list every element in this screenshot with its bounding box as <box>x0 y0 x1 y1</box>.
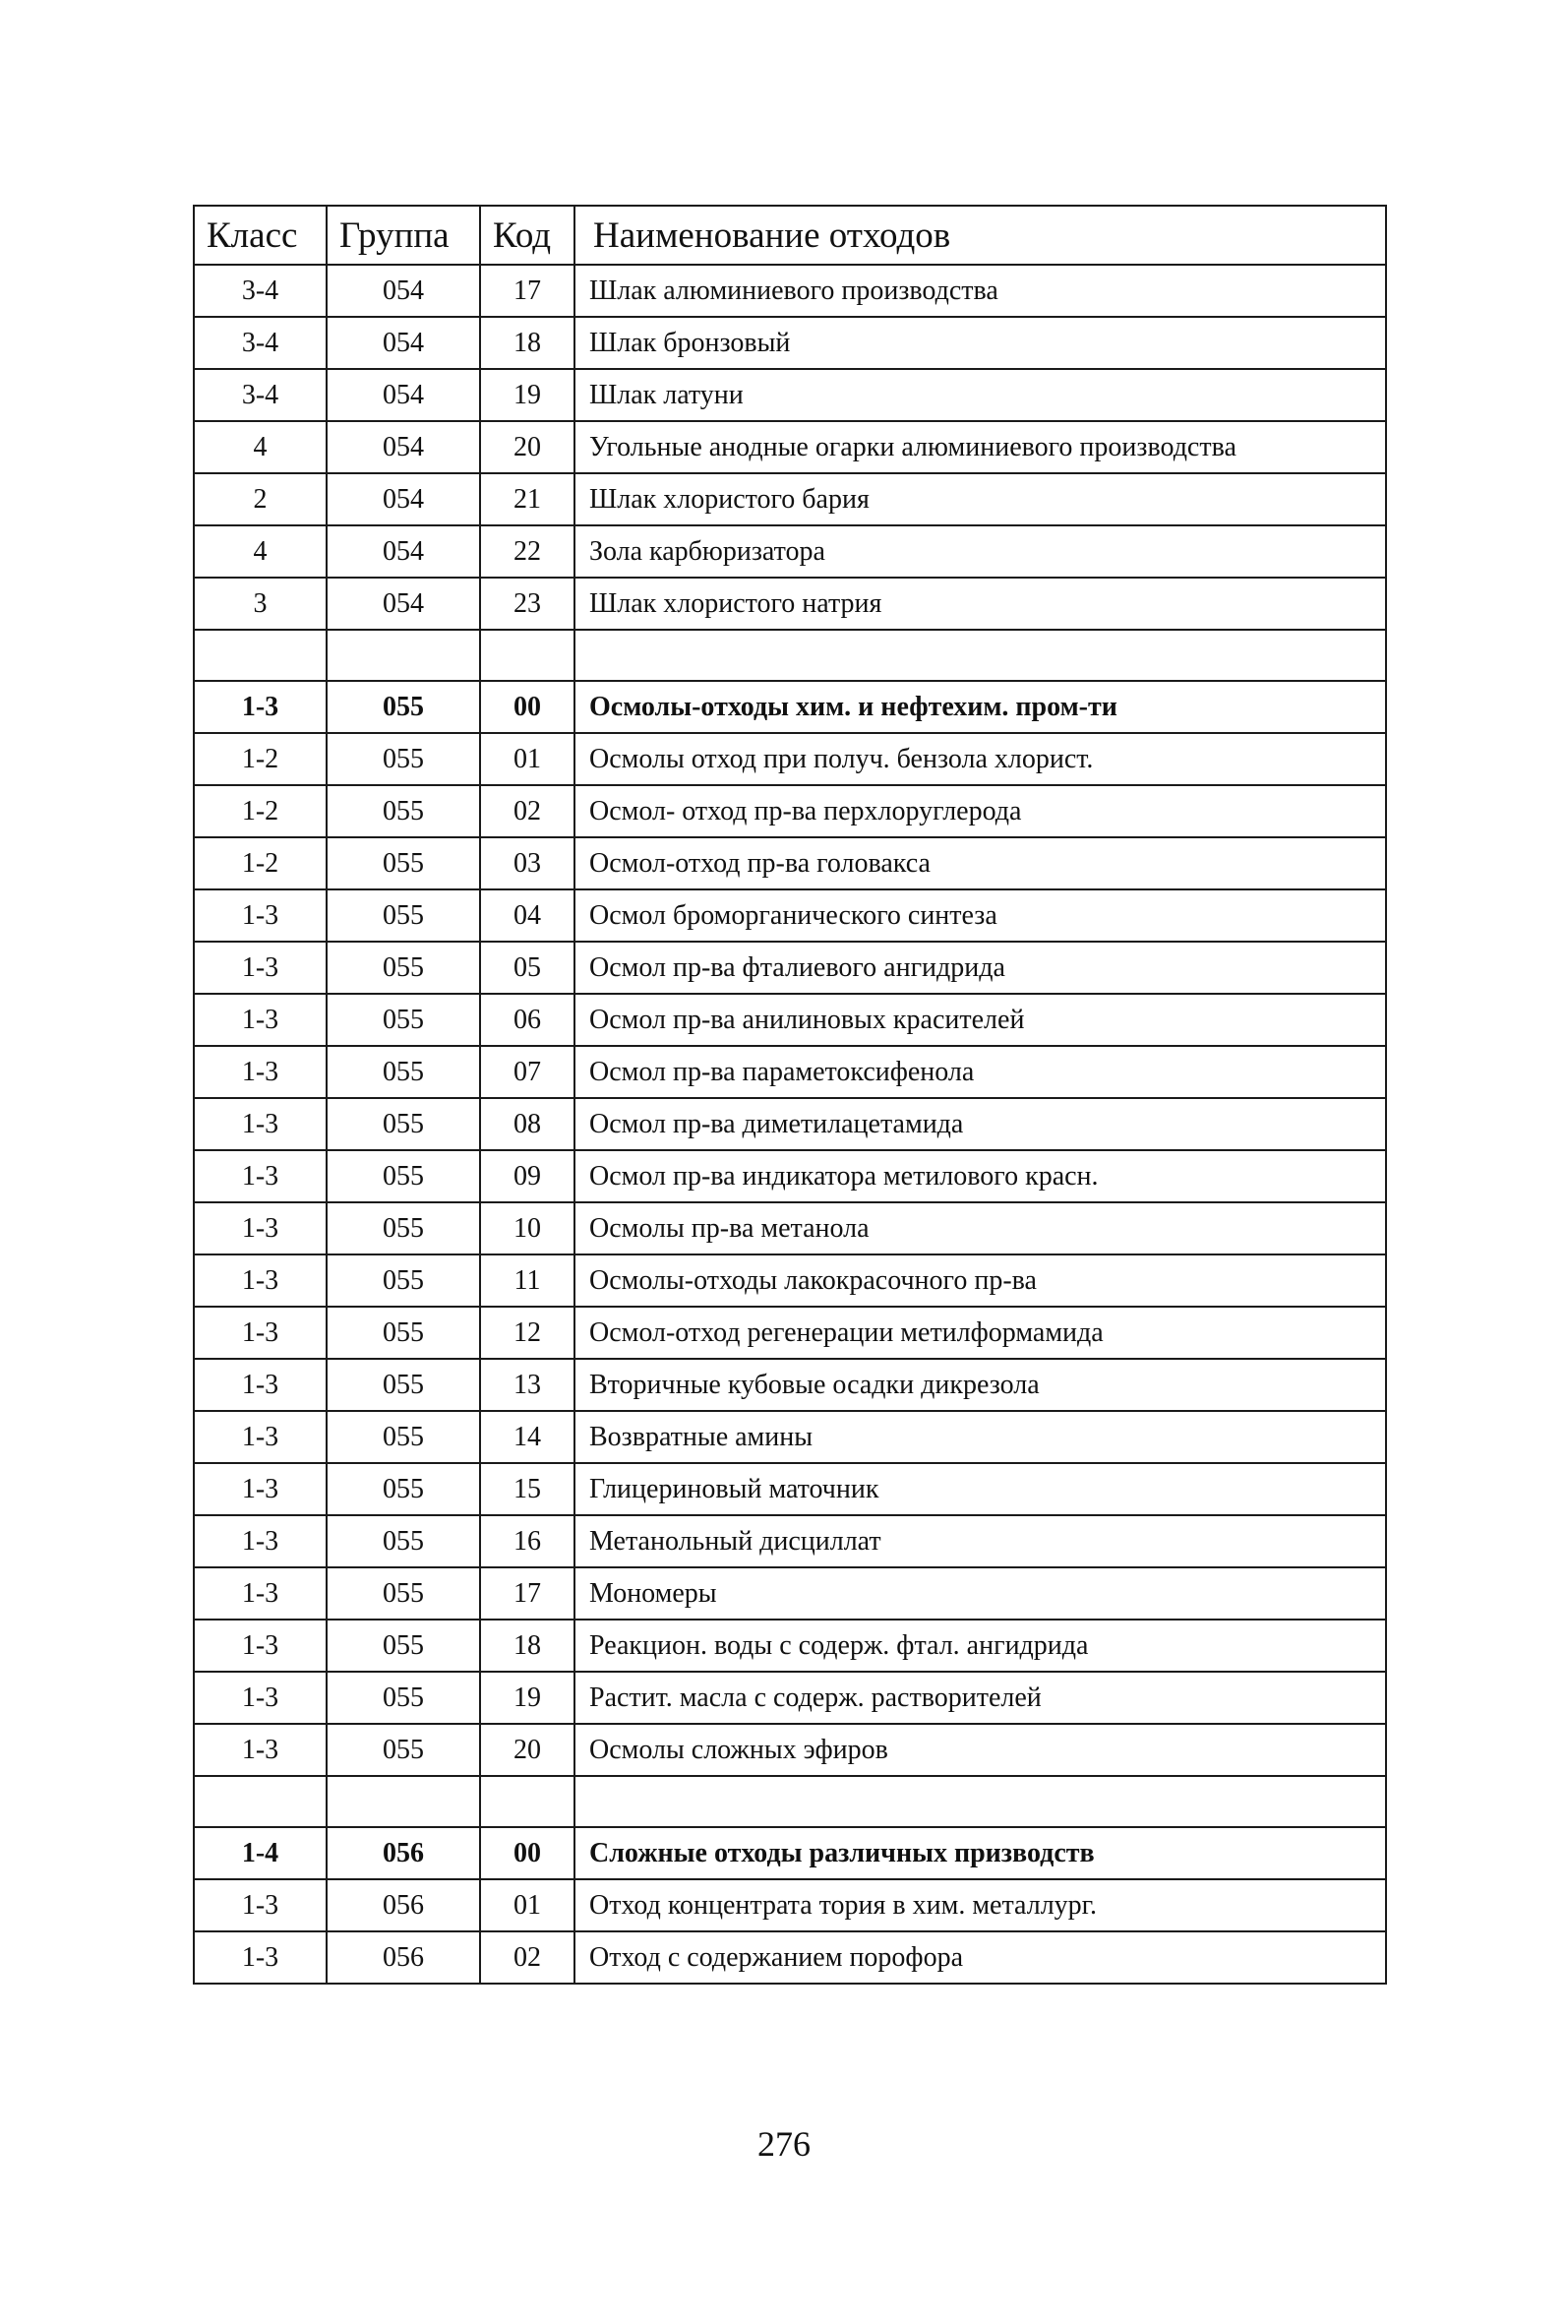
cell-group: 055 <box>327 1150 480 1202</box>
cell-code: 12 <box>480 1307 574 1359</box>
cell-class: 3 <box>194 578 327 630</box>
cell-name <box>574 1776 1386 1827</box>
table-row <box>194 733 1386 785</box>
cell-group: 054 <box>327 578 480 630</box>
cell-group: 055 <box>327 1515 480 1567</box>
cell-class: 1-3 <box>194 1931 327 1984</box>
table-row <box>194 1567 1386 1620</box>
cell-class: 1-3 <box>194 1359 327 1411</box>
table-header-row <box>194 206 1386 265</box>
table-row <box>194 681 1386 733</box>
table-row <box>194 1150 1386 1202</box>
table-row <box>194 1515 1386 1567</box>
cell-code: 03 <box>480 837 574 889</box>
cell-code: 22 <box>480 525 574 578</box>
cell-name: Мономеры <box>574 1567 1386 1620</box>
cell-name: Реакцион. воды с содерж. фтал. ангидрида <box>574 1620 1386 1672</box>
cell-class: 1-2 <box>194 733 327 785</box>
table-row <box>194 785 1386 837</box>
cell-name: Осмолы сложных эфиров <box>574 1724 1386 1776</box>
cell-code: 11 <box>480 1254 574 1307</box>
table-row <box>194 317 1386 369</box>
cell-class: 2 <box>194 473 327 525</box>
table-row <box>194 942 1386 994</box>
cell-class: 1-3 <box>194 1463 327 1515</box>
cell-class: 1-3 <box>194 1254 327 1307</box>
cell-name: Отход с содержанием порофора <box>574 1931 1386 1984</box>
cell-group: 055 <box>327 1724 480 1776</box>
cell-name: Зола карбюризатора <box>574 525 1386 578</box>
waste-table <box>193 205 1387 1985</box>
table-row <box>194 1724 1386 1776</box>
cell-code <box>480 630 574 681</box>
cell-code: 23 <box>480 578 574 630</box>
cell-name: Осмолы-отходы хим. и нефтехим. пром-ти <box>574 681 1386 733</box>
table-row <box>194 1359 1386 1411</box>
cell-class <box>194 630 327 681</box>
table-body <box>194 265 1386 1984</box>
cell-name <box>574 630 1386 681</box>
cell-group: 055 <box>327 681 480 733</box>
cell-code: 00 <box>480 681 574 733</box>
cell-group: 055 <box>327 942 480 994</box>
cell-code: 14 <box>480 1411 574 1463</box>
cell-code: 01 <box>480 1879 574 1931</box>
cell-name: Возвратные амины <box>574 1411 1386 1463</box>
table-row <box>194 889 1386 942</box>
header-class: Класс <box>194 206 327 265</box>
table-row <box>194 525 1386 578</box>
table-row <box>194 369 1386 421</box>
cell-name: Осмол пр-ва анилиновых красителей <box>574 994 1386 1046</box>
cell-class: 3-4 <box>194 317 327 369</box>
cell-class: 1-3 <box>194 1411 327 1463</box>
cell-class: 3-4 <box>194 265 327 317</box>
cell-group: 055 <box>327 785 480 837</box>
cell-group: 054 <box>327 421 480 473</box>
cell-name: Осмолы-отходы лакокрасочного пр-ва <box>574 1254 1386 1307</box>
cell-class <box>194 1776 327 1827</box>
cell-name: Осмол броморганического синтеза <box>574 889 1386 942</box>
cell-group: 055 <box>327 1307 480 1359</box>
cell-group: 054 <box>327 265 480 317</box>
cell-code: 19 <box>480 1672 574 1724</box>
table-row <box>194 473 1386 525</box>
cell-code <box>480 1776 574 1827</box>
cell-class: 1-3 <box>194 1620 327 1672</box>
cell-code: 02 <box>480 1931 574 1984</box>
cell-name: Отход концентрата тория в хим. металлург. <box>574 1879 1386 1931</box>
cell-group: 055 <box>327 889 480 942</box>
cell-name: Осмол пр-ва фталиевого ангидрида <box>574 942 1386 994</box>
cell-code: 05 <box>480 942 574 994</box>
table-row <box>194 1620 1386 1672</box>
cell-code: 04 <box>480 889 574 942</box>
cell-group: 056 <box>327 1931 480 1984</box>
cell-code: 09 <box>480 1150 574 1202</box>
cell-group: 055 <box>327 1254 480 1307</box>
cell-class: 4 <box>194 421 327 473</box>
cell-class: 1-3 <box>194 1202 327 1254</box>
cell-class: 1-3 <box>194 1098 327 1150</box>
cell-name: Растит. масла с содерж. растворителей <box>574 1672 1386 1724</box>
cell-class: 1-3 <box>194 1879 327 1931</box>
cell-group: 056 <box>327 1827 480 1879</box>
cell-code: 21 <box>480 473 574 525</box>
cell-name: Шлак хлористого бария <box>574 473 1386 525</box>
cell-class: 1-3 <box>194 1567 327 1620</box>
cell-group: 055 <box>327 1672 480 1724</box>
cell-name: Вторичные кубовые осадки дикрезола <box>574 1359 1386 1411</box>
cell-class: 1-3 <box>194 681 327 733</box>
cell-group: 054 <box>327 525 480 578</box>
cell-group: 055 <box>327 1202 480 1254</box>
cell-name: Сложные отходы различных призводств <box>574 1827 1386 1879</box>
cell-group <box>327 630 480 681</box>
cell-code: 16 <box>480 1515 574 1567</box>
cell-code: 02 <box>480 785 574 837</box>
cell-class: 1-3 <box>194 1307 327 1359</box>
cell-name: Шлак бронзовый <box>574 317 1386 369</box>
cell-group: 055 <box>327 837 480 889</box>
cell-code: 01 <box>480 733 574 785</box>
cell-group <box>327 1776 480 1827</box>
cell-group: 055 <box>327 1567 480 1620</box>
cell-code: 07 <box>480 1046 574 1098</box>
cell-group: 055 <box>327 1359 480 1411</box>
cell-code: 18 <box>480 1620 574 1672</box>
cell-class: 1-2 <box>194 785 327 837</box>
cell-name: Осмол-отход регенерации метилформамида <box>574 1307 1386 1359</box>
cell-code: 17 <box>480 1567 574 1620</box>
cell-code: 00 <box>480 1827 574 1879</box>
cell-group: 055 <box>327 1620 480 1672</box>
cell-class: 3-4 <box>194 369 327 421</box>
table-row <box>194 1098 1386 1150</box>
header-code: Код <box>480 206 574 265</box>
page-number: 276 <box>757 2124 811 2164</box>
cell-code: 20 <box>480 1724 574 1776</box>
cell-class: 1-3 <box>194 1046 327 1098</box>
cell-class: 1-3 <box>194 994 327 1046</box>
cell-name: Осмол пр-ва диметилацетамида <box>574 1098 1386 1150</box>
cell-group: 055 <box>327 1098 480 1150</box>
cell-code: 15 <box>480 1463 574 1515</box>
table-row <box>194 1254 1386 1307</box>
table-row <box>194 1879 1386 1931</box>
cell-name: Глицериновый маточник <box>574 1463 1386 1515</box>
table-row <box>194 421 1386 473</box>
cell-group: 055 <box>327 733 480 785</box>
cell-group: 054 <box>327 473 480 525</box>
cell-class: 1-3 <box>194 889 327 942</box>
cell-group: 055 <box>327 1463 480 1515</box>
cell-class: 1-4 <box>194 1827 327 1879</box>
cell-code: 19 <box>480 369 574 421</box>
table-row <box>194 265 1386 317</box>
table-row <box>194 578 1386 630</box>
cell-name: Осмол пр-ва параметоксифенола <box>574 1046 1386 1098</box>
cell-code: 13 <box>480 1359 574 1411</box>
table-row <box>194 1463 1386 1515</box>
cell-group: 054 <box>327 317 480 369</box>
cell-class: 1-3 <box>194 1515 327 1567</box>
table-row <box>194 1931 1386 1984</box>
cell-name: Шлак хлористого натрия <box>574 578 1386 630</box>
table-row <box>194 1827 1386 1879</box>
table-row <box>194 1307 1386 1359</box>
cell-class: 1-3 <box>194 1672 327 1724</box>
table-row <box>194 1046 1386 1098</box>
cell-name: Шлак латуни <box>574 369 1386 421</box>
cell-class: 1-3 <box>194 942 327 994</box>
cell-name: Шлак алюминиевого производства <box>574 265 1386 317</box>
cell-code: 17 <box>480 265 574 317</box>
cell-code: 10 <box>480 1202 574 1254</box>
cell-code: 20 <box>480 421 574 473</box>
cell-group: 056 <box>327 1879 480 1931</box>
table-row-empty <box>194 630 1386 681</box>
cell-name: Осмол пр-ва индикатора метилового красн. <box>574 1150 1386 1202</box>
cell-name: Осмол- отход пр-ва перхлоруглерода <box>574 785 1386 837</box>
cell-class: 1-3 <box>194 1150 327 1202</box>
cell-group: 054 <box>327 369 480 421</box>
cell-name: Метанольный дисциллат <box>574 1515 1386 1567</box>
table-row <box>194 1411 1386 1463</box>
cell-code: 08 <box>480 1098 574 1150</box>
table-row <box>194 837 1386 889</box>
cell-code: 18 <box>480 317 574 369</box>
table-row <box>194 1672 1386 1724</box>
table-row <box>194 994 1386 1046</box>
cell-name: Осмолы пр-ва метанола <box>574 1202 1386 1254</box>
cell-group: 055 <box>327 994 480 1046</box>
table-row <box>194 1202 1386 1254</box>
cell-group: 055 <box>327 1411 480 1463</box>
cell-code: 06 <box>480 994 574 1046</box>
cell-group: 055 <box>327 1046 480 1098</box>
cell-class: 1-2 <box>194 837 327 889</box>
cell-class: 4 <box>194 525 327 578</box>
cell-name: Угольные анодные огарки алюминиевого производства <box>574 421 1386 473</box>
table-row-empty <box>194 1776 1386 1827</box>
cell-name: Осмолы отход при получ. бензола хлорист. <box>574 733 1386 785</box>
header-group: Группа <box>327 206 480 265</box>
header-name: Наименование отходов <box>574 206 1386 265</box>
cell-class: 1-3 <box>194 1724 327 1776</box>
cell-name: Осмол-отход пр-ва головакса <box>574 837 1386 889</box>
